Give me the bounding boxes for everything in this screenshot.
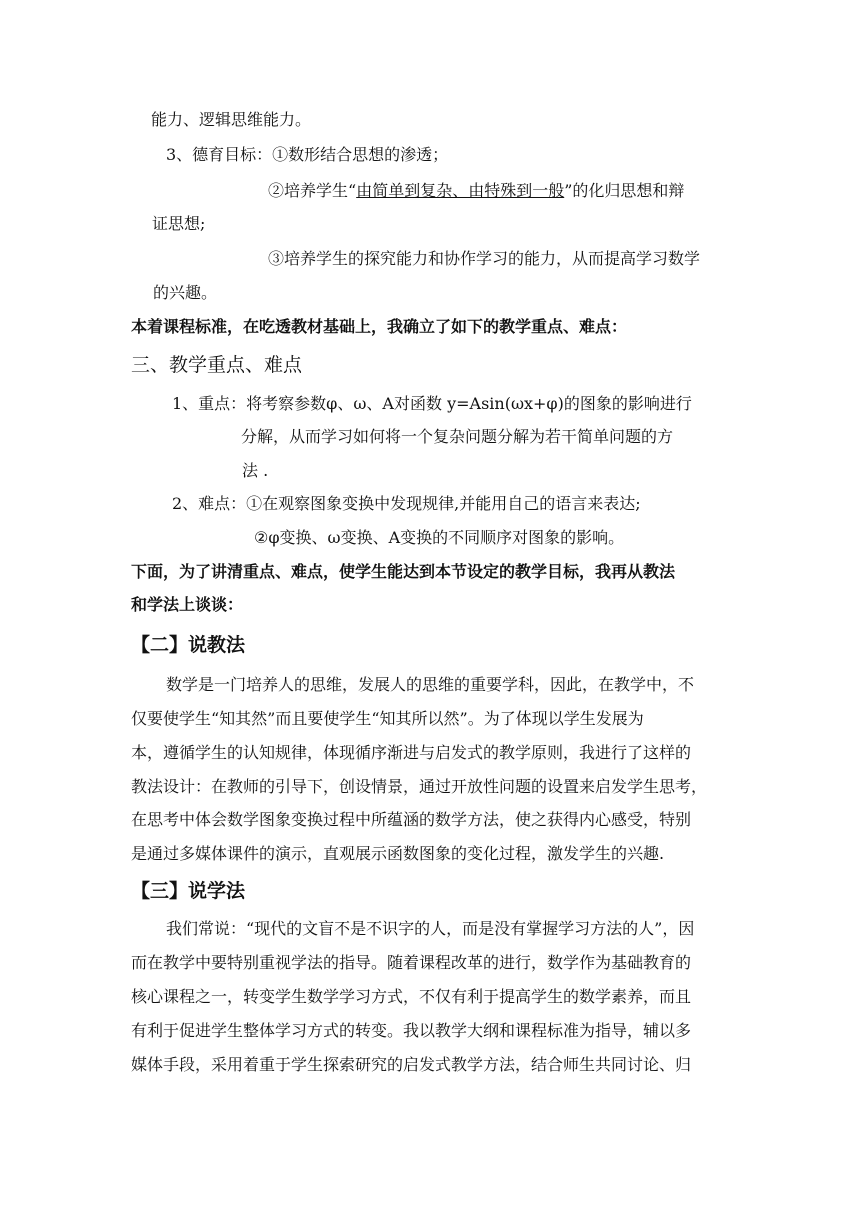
underlined-phrase: 由简单到复杂、由特殊到一般 bbox=[356, 181, 565, 200]
bold-paragraph: 本着课程标准，在吃透教材基础上，我确立了如下的教学重点、难点： bbox=[131, 317, 628, 336]
text-line: 法 . bbox=[242, 461, 269, 480]
text-line bbox=[268, 179, 684, 203]
section-heading: 【二】说教法 bbox=[131, 634, 246, 656]
text-line: 在思考中体会数学图象变换过程中所蕴涵的数学方法，使之获得内心感受，特别 bbox=[131, 810, 692, 829]
text-line: 证思想; bbox=[152, 214, 206, 233]
text-line: 是通过多媒体课件的演示，直观展示函数图象的变化过程，激发学生的兴趣. bbox=[131, 844, 665, 863]
text-line: 分解，从而学习如何将一个复杂问题分解为若干简单问题的方 bbox=[241, 427, 674, 446]
section-heading: 三、教学重点、难点 bbox=[131, 354, 303, 376]
text-line: 本，遵循学生的认知规律，体现循序渐进与启发式的教学原则，我进行了这样的 bbox=[131, 743, 692, 762]
text-line: 2、难点：①在观察图象变换中发现规律,并能用自己的语言来表达; bbox=[172, 494, 641, 513]
text-line: 教法设计：在教师的引导下，创设情景，通过开放性问题的设置来启发学生思考， bbox=[131, 777, 708, 796]
text-line: ②φ变换、ω变换、A变换的不同顺序对图象的影响。 bbox=[254, 528, 625, 547]
text-line: 媒体手段，采用着重于学生探索研究的启发式教学方法，结合师生共同讨论、归 bbox=[131, 1055, 692, 1074]
text-line: 而在教学中要特别重视学法的指导。随着课程改革的进行，数学作为基础教育的 bbox=[131, 953, 692, 972]
text-line: 1、重点：将考察参数φ、ω、A对函数 y=Asin(ωx+φ)的图象的影响进行 bbox=[172, 394, 692, 413]
text-line: ③培养学生的探究能力和协作学习的能力，从而提高学习数学 bbox=[268, 249, 701, 268]
text-line: 有利于促进学生整体学习方式的转变。我以教学大纲和课程标准为指导，辅以多 bbox=[131, 1021, 692, 1040]
bold-paragraph: 下面，为了讲清重点、难点，使学生能达到本节设定的教学目标，我再从教法 bbox=[131, 562, 676, 581]
text-line: 3、德育目标：①数形结合思想的渗透； bbox=[166, 145, 449, 164]
text-line: 我们常说：“现代的文盲不是不识字的人，而是没有掌握学习方法的人”，因 bbox=[166, 919, 695, 938]
text-fragment: ②培养学生“ bbox=[268, 181, 357, 200]
text-line: 能力、逻辑思维能力。 bbox=[151, 110, 312, 129]
text-line: 仅要使学生“知其然”而且要使学生“知其所以然”。为了体现以学生发展为 bbox=[131, 709, 644, 728]
text-line: 的兴趣。 bbox=[153, 283, 218, 302]
text-line: 数学是一门培养人的思维，发展人的思维的重要学科，因此，在教学中，不 bbox=[166, 675, 695, 694]
bold-paragraph: 和学法上谈谈： bbox=[131, 595, 244, 614]
section-heading: 【三】说学法 bbox=[131, 880, 246, 902]
text-fragment: ”的化归思想和辩 bbox=[564, 181, 685, 200]
text-line: 核心课程之一，转变学生数学学习方式，不仅有利于提高学生的数学素养，而且 bbox=[131, 987, 692, 1006]
